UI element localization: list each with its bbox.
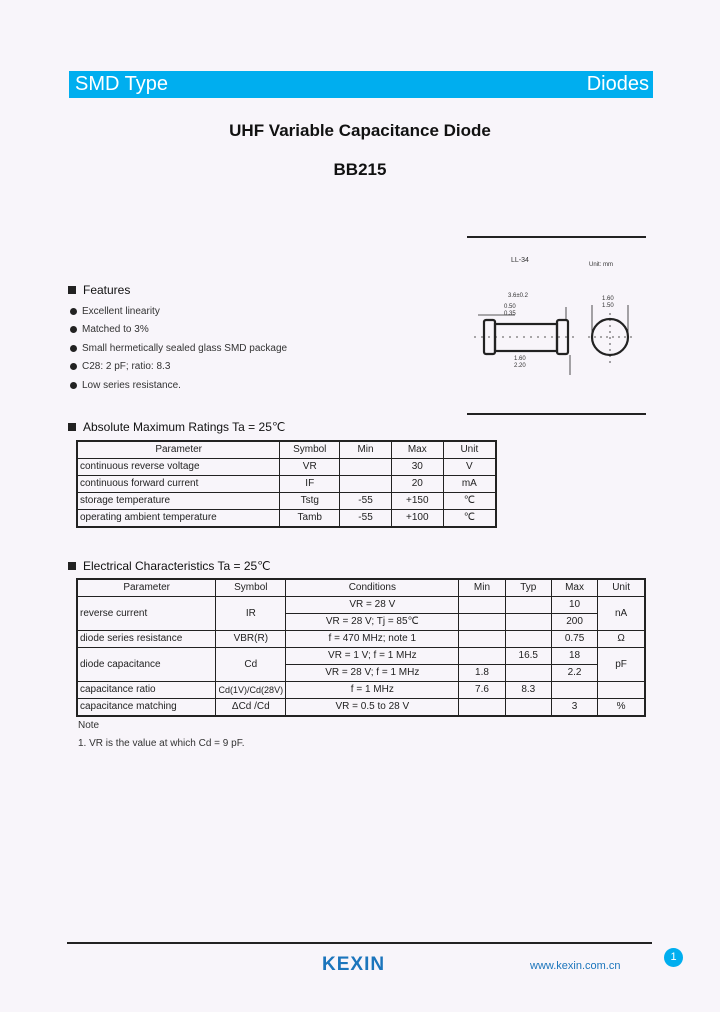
- dim-length-total: 3.6±0.2: [508, 293, 528, 299]
- website-link[interactable]: www.kexin.com.cn: [530, 960, 621, 972]
- category-banner: [69, 71, 653, 98]
- table-header-row: Parameter Symbol Min Max Unit: [77, 441, 496, 459]
- table-row: storage temperature Tstg -55 +150 ℃: [77, 493, 496, 510]
- dim-body-len-a: 1.60: [514, 356, 526, 362]
- dim-diameter-b: 1.50: [602, 303, 614, 309]
- bullet-icon: [70, 326, 77, 333]
- elec-heading: Electrical Characteristics Ta = 25℃: [68, 559, 271, 573]
- table-row: VR = 28 V; f = 1 MHz 1.8 2.2: [77, 665, 645, 682]
- bullet-icon: [70, 345, 77, 352]
- table-row: diode series resistance VBR(R) f = 470 MHz; note 1 0.75 Ω: [77, 631, 645, 648]
- kexin-logo: KEXIN: [322, 954, 386, 975]
- abs-max-heading: Absolute Maximum Ratings Ta = 25℃: [68, 420, 285, 434]
- table-row: continuous reverse voltage VR 30 V: [77, 459, 496, 476]
- footer-rule: [67, 942, 652, 944]
- bullet-icon: [70, 308, 77, 315]
- table-row: capacitance ratio Cd(1V)/Cd(28V) f = 1 MHz 7.6 8.3: [77, 682, 645, 699]
- category-left: SMD Type: [75, 73, 168, 95]
- table-row: VR = 28 V; Tj = 85℃ 200: [77, 614, 645, 631]
- drawing-top-rule: [467, 236, 646, 238]
- part-number: BB215: [333, 160, 387, 179]
- dim-diameter-a: 1.60: [602, 296, 614, 302]
- package-outline-drawing: [470, 285, 650, 385]
- unit-label: Unit: mm: [589, 262, 613, 268]
- package-name: LL-34: [511, 257, 529, 264]
- bullet-icon: [70, 363, 77, 370]
- elec-char-table: [76, 578, 646, 717]
- feature-item: C28: 2 pF; ratio: 8.3: [70, 358, 287, 377]
- square-bullet-icon: [68, 286, 76, 294]
- features-heading: Features: [68, 283, 130, 297]
- table-row: reverse current IR VR = 28 V 10 nA: [77, 597, 645, 614]
- category-right: Diodes: [586, 73, 649, 95]
- note-title: Note: [78, 720, 100, 731]
- note-1: 1. VR is the value at which Cd = 9 pF.: [78, 738, 245, 749]
- table-row: operating ambient temperature Tamb -55 +100 ℃: [77, 510, 496, 528]
- product-description: UHF Variable Capacitance Diode: [229, 121, 491, 140]
- abs-max-table: [76, 440, 497, 528]
- drawing-bottom-rule: [467, 413, 646, 415]
- dim-body-a: 0.50: [504, 304, 516, 310]
- dim-body-b: 0.35: [504, 311, 516, 317]
- square-bullet-icon: [68, 562, 76, 570]
- feature-item: Excellent linearity: [70, 302, 287, 321]
- table-header-row: Parameter Symbol Conditions Min Typ Max Unit: [77, 579, 645, 597]
- features-list: [70, 302, 287, 395]
- table-row: capacitance matching ΔCd /Cd VR = 0.5 to 28 V 3 %: [77, 699, 645, 717]
- feature-item: Small hermetically sealed glass SMD package: [70, 339, 287, 358]
- feature-item: Low series resistance.: [70, 376, 287, 395]
- square-bullet-icon: [68, 423, 76, 431]
- feature-item: Matched to 3%: [70, 321, 287, 340]
- table-row: diode capacitance Cd VR = 1 V; f = 1 MHz 16.5 18 pF: [77, 648, 645, 665]
- table-row: continuous forward current IF 20 mA: [77, 476, 496, 493]
- bullet-icon: [70, 382, 77, 389]
- page-number-badge: 1: [664, 948, 683, 967]
- dim-body-len-b: 2.20: [514, 363, 526, 369]
